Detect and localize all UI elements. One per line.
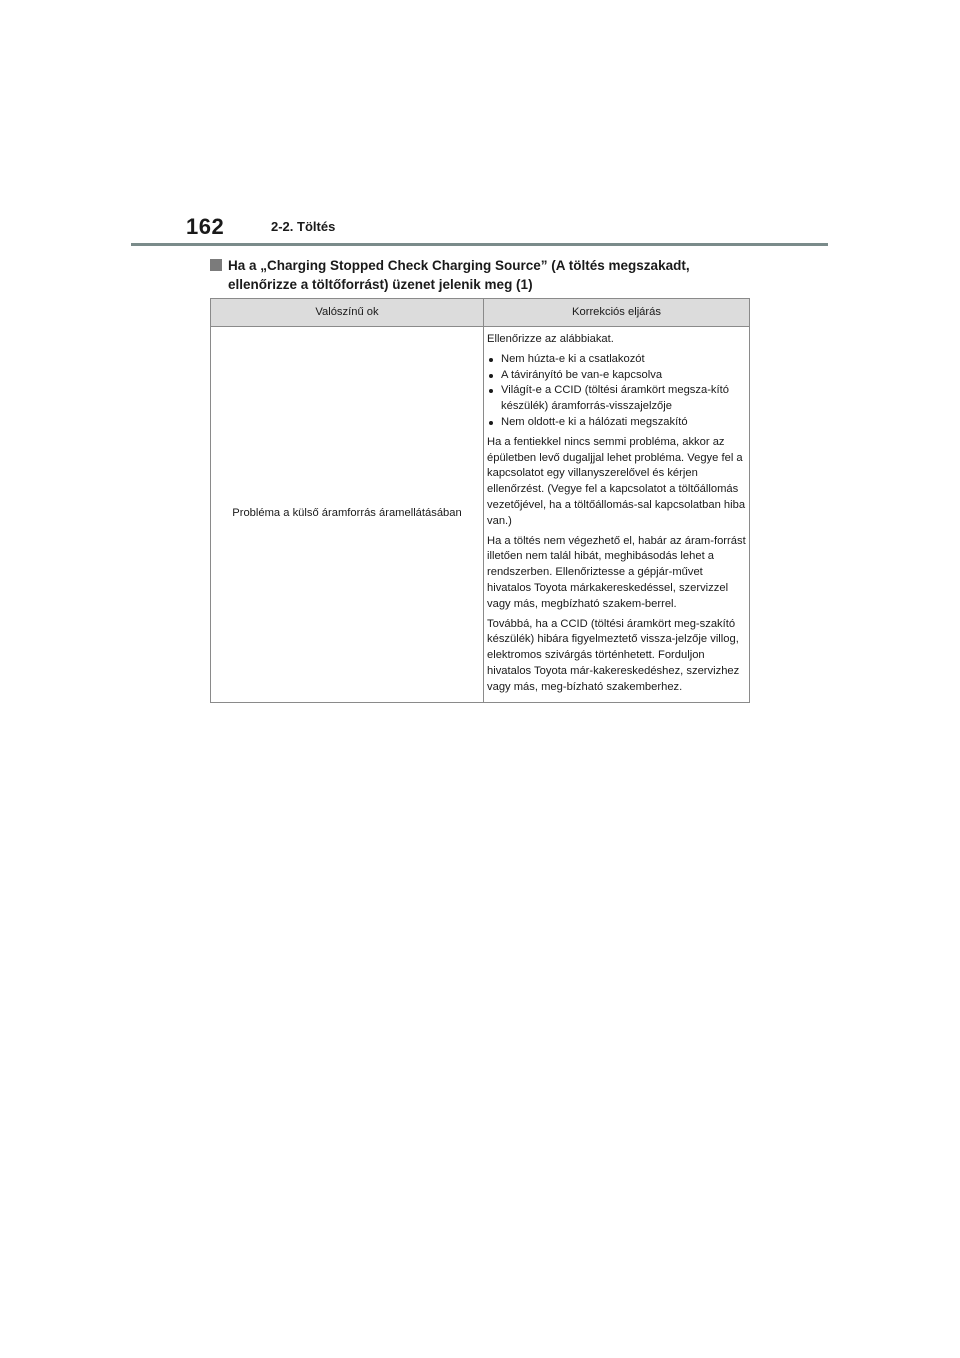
check-item-text: A távirányító be van-e kapcsolva bbox=[501, 368, 663, 381]
check-item-text: Világít-e a CCID (töltési áramkört megsza-kító készülék) áramforrás-visszajelzője bbox=[501, 384, 729, 413]
remedy-paragraph: Továbbá, ha a CCID (töltési áramkört meg-szakító készülék) hibára figyelmeztető vissza-jelzője villog, elektromos szivárgás történhetett. Forduljon hivatalos Toyota már-kakereskedéshez, szervizhez vagy más, meg-bízható szakemberhez. bbox=[487, 617, 740, 693]
check-item-text: Nem oldott-e ki a hálózati megszakító bbox=[501, 415, 688, 428]
bullet-icon bbox=[489, 421, 493, 425]
heading-line-2: ellenőrizze a töltőforrást) üzenet jelenik meg (1) bbox=[228, 277, 533, 292]
cause-cell: Probléma a külső áramforrás áramellátásában bbox=[211, 327, 484, 703]
bullet-icon bbox=[489, 389, 493, 393]
square-bullet-icon bbox=[210, 259, 222, 271]
page-number: 162 bbox=[186, 214, 225, 239]
section-heading bbox=[210, 256, 750, 294]
bullet-icon bbox=[489, 374, 493, 378]
list-item bbox=[487, 415, 746, 431]
troubleshooting-table bbox=[210, 298, 750, 703]
check-item-text: Nem húzta-e ki a csatlakozót bbox=[501, 352, 645, 365]
bullet-icon bbox=[489, 358, 493, 362]
remedy-paragraph: Ha a fentiekkel nincs semmi probléma, akkor az épületben levő dugaljjal lehet probléma. Vegye fel a kapcsolatot egy villanyszerelővel és kérjen ellenőrzést. (Vegye fel a kapcsolatot a töltőállomás vezetőjével, ha a töltőállomás-sal kapcsolatban hiba van.) bbox=[487, 435, 746, 527]
table-header-row bbox=[211, 299, 750, 327]
header-divider bbox=[131, 243, 828, 246]
list-item bbox=[487, 352, 746, 368]
column-header-cause: Valószínű ok bbox=[211, 299, 484, 327]
section-title: 2-2. Töltés bbox=[271, 219, 336, 234]
remedy-paragraph: Ha a töltés nem végezhető el, habár az áram-forrást illetően nem talál hibát, meghibásodás lehet a rendszerben. Ellenőriztesse a gépjár-művet hivatalos Toyota márkakereskedéssel, szervizzel vagy más, megbízható szakem-berrel. bbox=[487, 534, 746, 610]
column-header-remedy: Korrekciós eljárás bbox=[484, 299, 750, 327]
remedy-intro: Ellenőrizze az alábbiakat. bbox=[487, 333, 614, 345]
remedy-cell bbox=[484, 327, 750, 703]
heading-line-1: Ha a „Charging Stopped Check Charging Source” (A töltés megszakadt, bbox=[228, 258, 690, 273]
list-item bbox=[487, 368, 746, 384]
check-list bbox=[487, 352, 746, 431]
table-row bbox=[211, 327, 750, 703]
list-item bbox=[487, 383, 746, 415]
